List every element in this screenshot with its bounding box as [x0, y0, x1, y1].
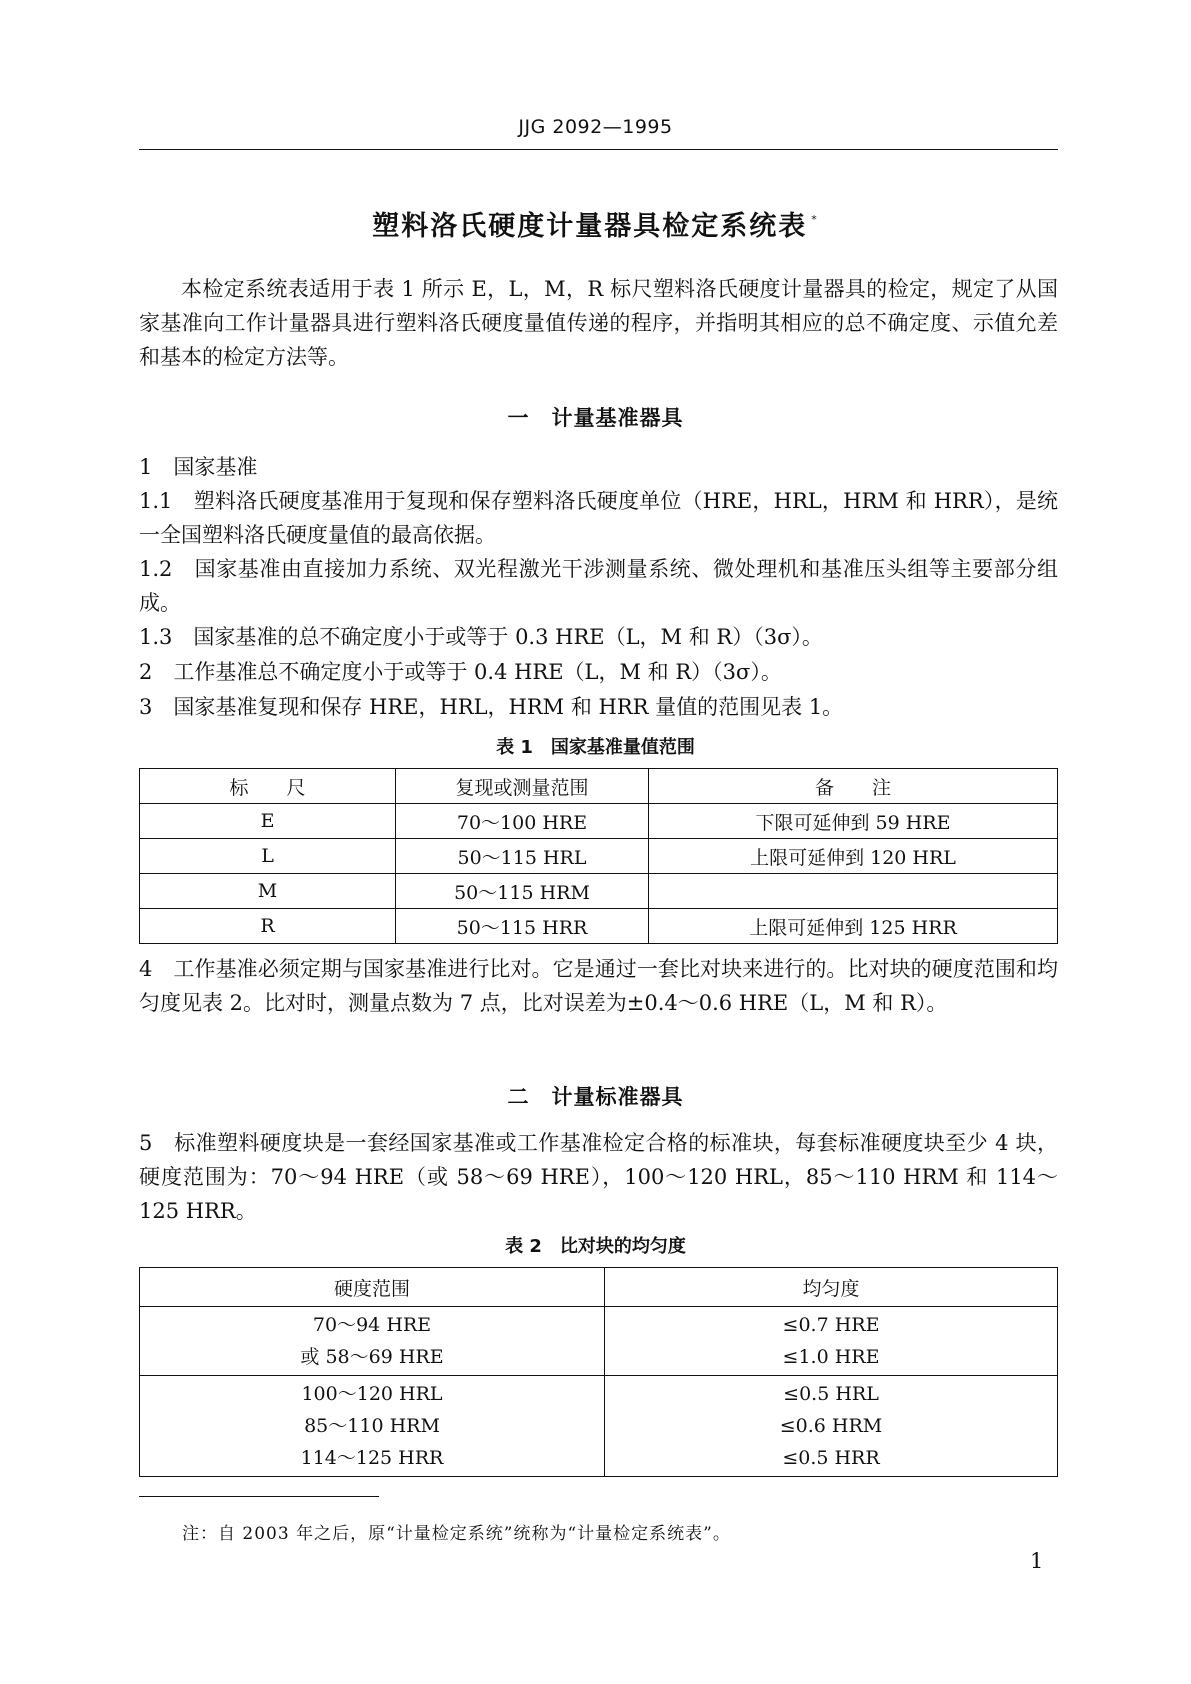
table-cell — [605, 1307, 1058, 1376]
table-1 — [139, 768, 1058, 944]
uniformity-value: ≤0.5 HRR — [782, 1447, 880, 1469]
table-cell — [605, 1376, 1058, 1477]
section-heading-1: 一 计量基准器具 — [507, 406, 684, 430]
table-cell: R — [140, 909, 396, 944]
title-footnote-mark: * — [811, 213, 819, 226]
table-cell: 上限可延伸到 120 HRL — [649, 839, 1058, 874]
column-header: 标 尺 — [140, 769, 396, 804]
range-value: 85～110 HRM — [304, 1415, 440, 1437]
column-header: 均匀度 — [605, 1268, 1058, 1307]
table-row — [140, 874, 1058, 909]
uniformity-value: ≤0.7 HRE — [782, 1314, 880, 1336]
range-value: 或 58～69 HRE — [300, 1346, 444, 1368]
uniformity-value: ≤1.0 HRE — [782, 1346, 880, 1368]
clause-1-2: 1.2 国家基准由直接加力系统、双光程激光干涉测量系统、微处理机和基准压头组等主要部分组成。 — [139, 557, 1058, 615]
column-header: 硬度范围 — [140, 1268, 605, 1307]
table-cell: 上限可延伸到 125 HRR — [649, 909, 1058, 944]
clause-5: 5 标准塑料硬度块是一套经国家基准或工作基准检定合格的标准块，每套标准硬度块至少 4 块，硬度范围为：70～94 HRE（或 58～69 HRE），100～120 HRL，85～110 HRM 和 114～125 HRR。 — [139, 1131, 1058, 1223]
table-cell: 下限可延伸到 59 HRE — [649, 804, 1058, 839]
table-row — [140, 1376, 1058, 1477]
table-cell — [649, 874, 1058, 909]
title-text: 塑料洛氏硬度计量器具检定系统表 — [372, 211, 808, 242]
footnote: 注：自 2003 年之后，原“计量检定系统”统称为“计量检定系统表”。 — [182, 1524, 731, 1544]
range-value: 114～125 HRR — [300, 1447, 444, 1469]
table-row — [140, 839, 1058, 874]
range-value: 70～94 HRE — [312, 1314, 432, 1336]
table-header-row — [140, 1268, 1058, 1307]
page-header: JJG 2092—1995 — [518, 116, 673, 138]
table-cell: L — [140, 839, 396, 874]
table-cell: 70～100 HRE — [396, 804, 649, 839]
page-number: 1 — [1030, 1549, 1044, 1573]
clause-3: 3 国家基准复现和保存 HRE，HRL，HRM 和 HRR 量值的范围见表 1。 — [139, 695, 844, 719]
table-1-caption: 表 1 国家基准量值范围 — [496, 737, 695, 758]
header-rule — [139, 149, 1058, 150]
table-cell: M — [140, 874, 396, 909]
section-heading-2: 二 计量标准器具 — [507, 1085, 684, 1109]
clause-4: 4 工作基准必须定期与国家基准进行比对。它是通过一套比对块来进行的。比对块的硬度范围和均匀度见表 2。比对时，测量点数为 7 点，比对误差为±0.4～0.6 HRE（L，M 和 R）。 — [139, 957, 1058, 1015]
table-2-caption: 表 2 比对块的均匀度 — [505, 1236, 686, 1257]
table-row — [140, 1307, 1058, 1376]
table-cell: E — [140, 804, 396, 839]
clause-2: 2 工作基准总不确定度小于或等于 0.4 HRE（L，M 和 R）（3σ）。 — [139, 660, 782, 684]
table-cell — [140, 1376, 605, 1477]
table-cell: 50～115 HRR — [396, 909, 649, 944]
clause-1-1: 1.1 塑料洛氏硬度基准用于复现和保存塑料洛氏硬度单位（HRE，HRL，HRM 和 HRR），是统一全国塑料洛氏硬度量值的最高依据。 — [139, 489, 1058, 547]
document-title — [0, 204, 1191, 243]
footnote-rule — [139, 1496, 379, 1497]
clause-1-3: 1.3 国家基准的总不确定度小于或等于 0.3 HRE（L，M 和 R）（3σ）。 — [139, 625, 823, 649]
column-header: 备 注 — [649, 769, 1058, 804]
intro-paragraph: 本检定系统表适用于表 1 所示 E，L，M，R 标尺塑料洛氏硬度计量器具的检定，规定了从国家基准向工作计量器具进行塑料洛氏硬度量值传递的程序，并指明其相应的总不确定度、示值允差和基本的检定方法等。 — [139, 277, 1058, 369]
range-value: 100～120 HRL — [301, 1383, 443, 1405]
table-row — [140, 804, 1058, 839]
column-header: 复现或测量范围 — [396, 769, 649, 804]
uniformity-value: ≤0.6 HRM — [779, 1415, 883, 1437]
table-cell: 50～115 HRM — [396, 874, 649, 909]
table-cell: 50～115 HRL — [396, 839, 649, 874]
clause-1: 1 国家基准 — [139, 455, 258, 479]
table-header-row — [140, 769, 1058, 804]
table-row — [140, 909, 1058, 944]
table-2 — [139, 1267, 1058, 1477]
table-cell — [140, 1307, 605, 1376]
uniformity-value: ≤0.5 HRL — [783, 1383, 879, 1405]
